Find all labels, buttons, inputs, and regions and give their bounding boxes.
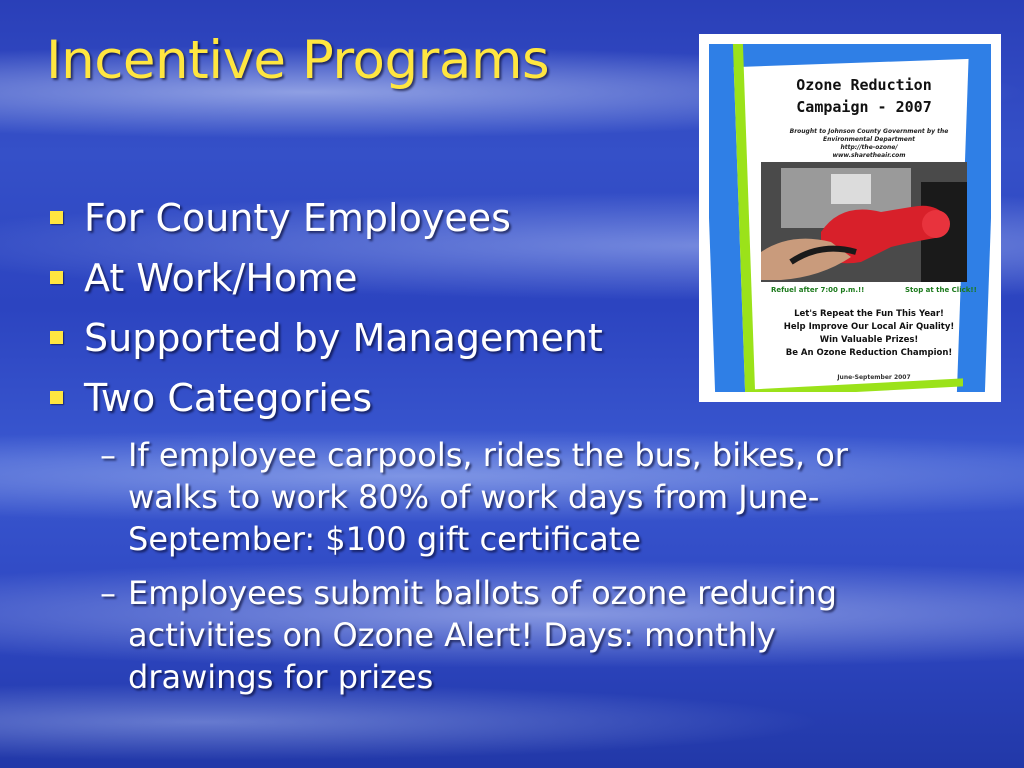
sub-bullet-item (100, 572, 920, 702)
square-bullet-icon (50, 271, 63, 284)
campaign-poster-image (699, 34, 1001, 402)
bullet-text: Supported by Management (84, 316, 603, 360)
poster-message: Let's Repeat the Fun This Year! Help Improve Our Local Air Quality! Win Valuable Prizes! Be An Ozone Reduction Champion! (783, 309, 955, 358)
poster-top-blue-stripe (709, 44, 991, 68)
square-bullet-icon (50, 211, 63, 224)
sub-bullet-item (100, 434, 920, 564)
poster-content (709, 44, 991, 392)
bullet-text: Two Categories (84, 376, 373, 420)
poster-date: June-September 2007 (837, 374, 911, 381)
slide-title: Incentive Programs (46, 30, 550, 91)
sub-bullet-text: If employee carpools, rides the bus, bikes, or walks to work 80% of work days from June-September: $100 gift certificate (128, 436, 848, 558)
square-bullet-icon (50, 331, 63, 344)
bullet-text: For County Employees (84, 196, 511, 240)
poster-title: Ozone Reduction Campaign - 2007 (796, 76, 932, 116)
stop-text: Stop at the Click!! (905, 286, 977, 294)
bullet-text: At Work/Home (84, 256, 358, 300)
dash-bullet-icon: – (100, 436, 116, 474)
refuel-text: Refuel after 7:00 p.m.!! (771, 286, 865, 294)
poster-credit: Brought to Johnson County Government by the Environmental Department http://the-ozone/ www.sharetheair.com (789, 128, 949, 159)
gas-pump-photo (761, 162, 967, 282)
square-bullet-icon (50, 391, 63, 404)
sub-bullet-text: Employees submit ballots of ozone reducing activities on Ozone Alert! Days: monthly drawings for prizes (128, 574, 837, 696)
dash-bullet-icon: – (100, 574, 116, 612)
gas-nozzle-icon (761, 162, 967, 282)
